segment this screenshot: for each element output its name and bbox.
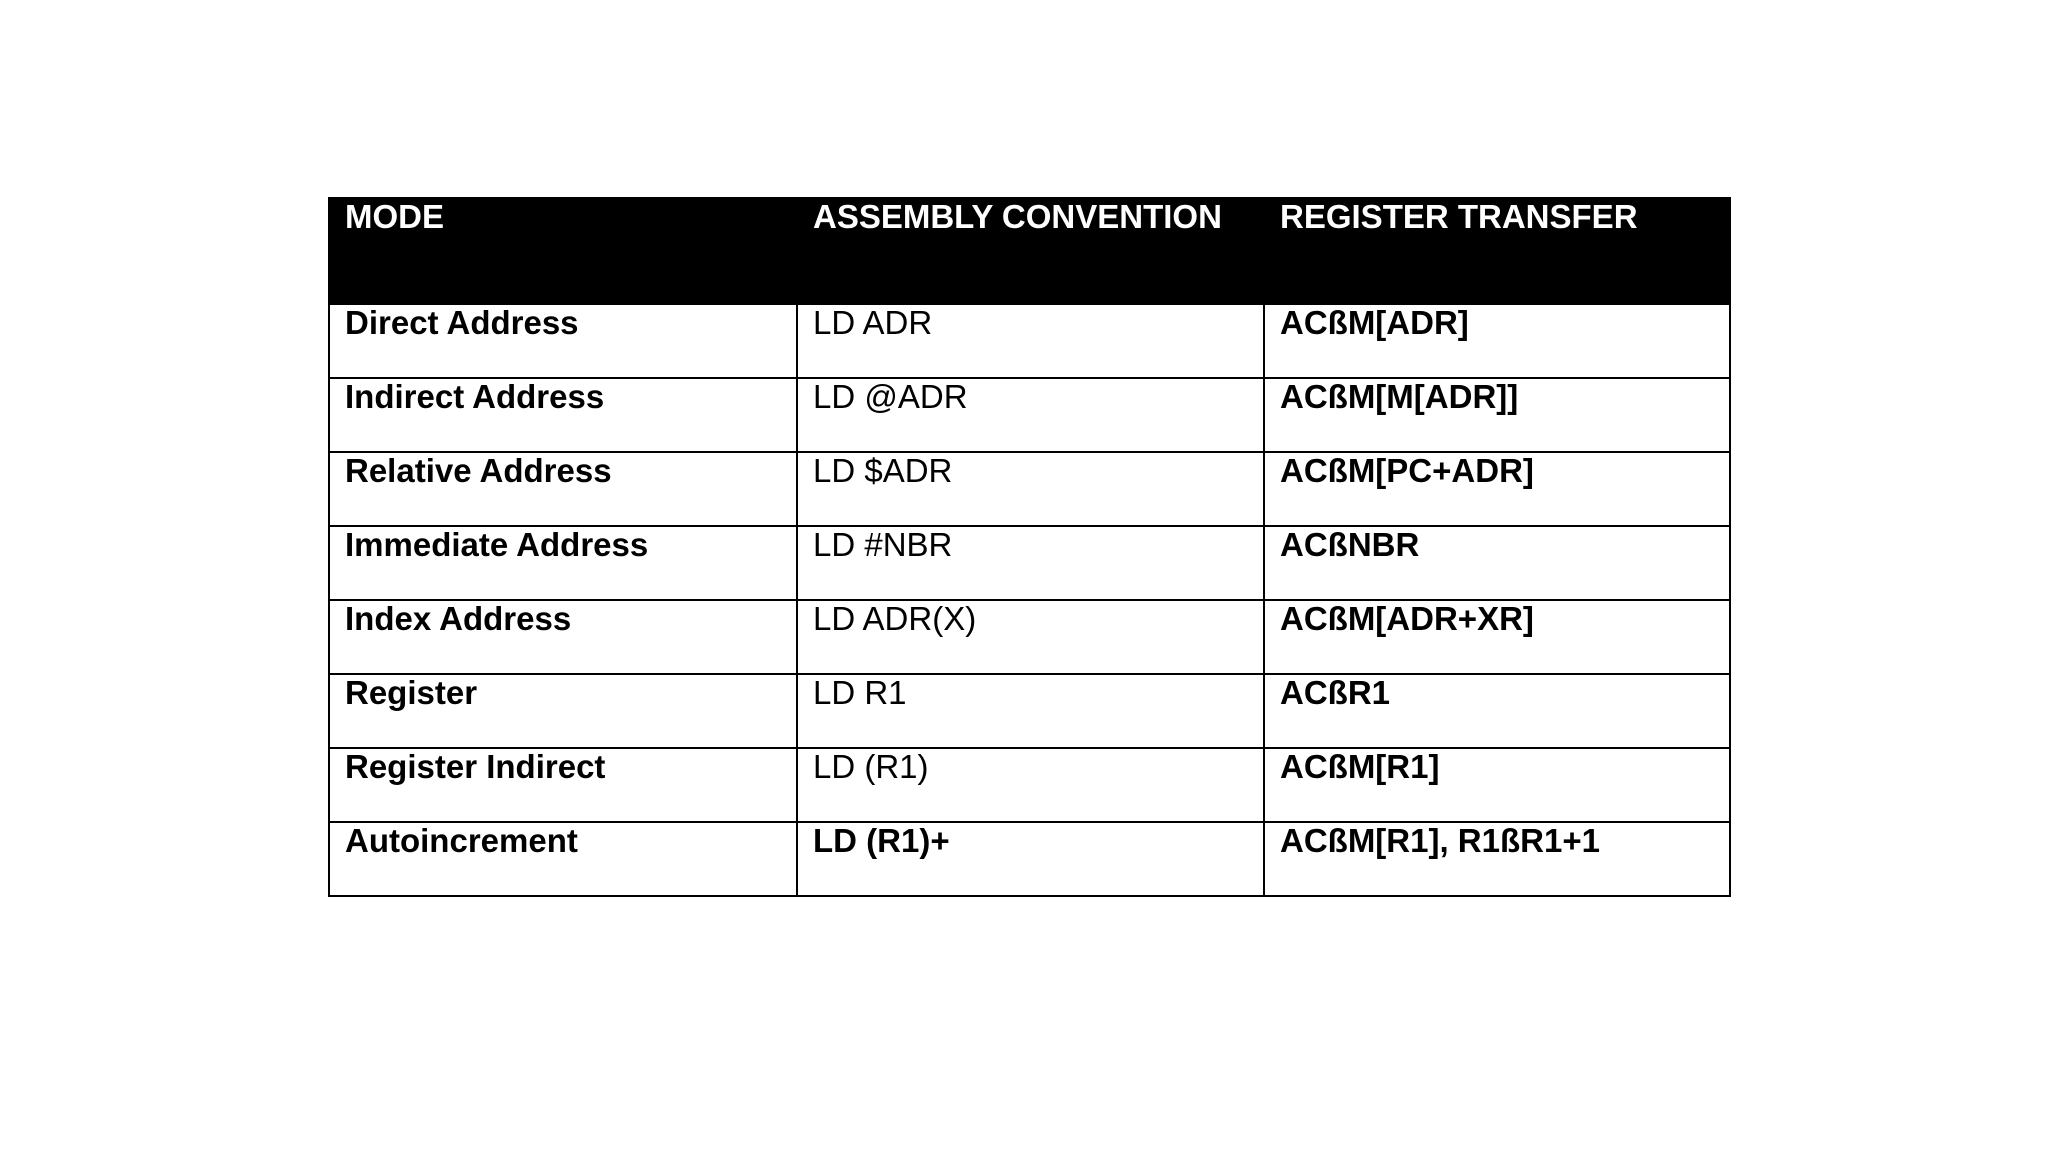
assembly-cell: LD @ADR (797, 378, 1264, 452)
register-transfer-cell: ACßNBR (1264, 526, 1730, 600)
mode-cell: Register (329, 674, 797, 748)
table-row (329, 378, 1730, 452)
mode-cell: Index Address (329, 600, 797, 674)
register-transfer-cell: ACßM[R1] (1264, 748, 1730, 822)
assembly-cell: LD (R1)+ (797, 822, 1264, 896)
table-row (329, 526, 1730, 600)
register-transfer-cell: ACßM[PC+ADR] (1264, 452, 1730, 526)
table-header-row (329, 198, 1730, 304)
table-row (329, 452, 1730, 526)
table-row (329, 674, 1730, 748)
mode-cell: Register Indirect (329, 748, 797, 822)
register-transfer-cell: ACßM[ADR] (1264, 304, 1730, 378)
register-transfer-cell: ACßM[M[ADR]] (1264, 378, 1730, 452)
table-row (329, 304, 1730, 378)
assembly-cell: LD (R1) (797, 748, 1264, 822)
register-transfer-cell: ACßM[ADR+XR] (1264, 600, 1730, 674)
register-transfer-cell: ACßM[R1], R1ßR1+1 (1264, 822, 1730, 896)
header-mode: MODE (329, 198, 797, 304)
register-transfer-cell: ACßR1 (1264, 674, 1730, 748)
mode-cell: Direct Address (329, 304, 797, 378)
header-assembly-convention: ASSEMBLY CONVENTION (797, 198, 1264, 304)
assembly-cell: LD #NBR (797, 526, 1264, 600)
mode-cell: Autoincrement (329, 822, 797, 896)
table-row (329, 748, 1730, 822)
assembly-cell: LD R1 (797, 674, 1264, 748)
table-row (329, 822, 1730, 896)
assembly-cell: LD ADR (797, 304, 1264, 378)
assembly-cell: LD ADR(X) (797, 600, 1264, 674)
addressing-modes-table (328, 197, 1731, 897)
mode-cell: Relative Address (329, 452, 797, 526)
mode-cell: Immediate Address (329, 526, 797, 600)
mode-cell: Indirect Address (329, 378, 797, 452)
header-register-transfer: REGISTER TRANSFER (1264, 198, 1730, 304)
table-row (329, 600, 1730, 674)
assembly-cell: LD $ADR (797, 452, 1264, 526)
